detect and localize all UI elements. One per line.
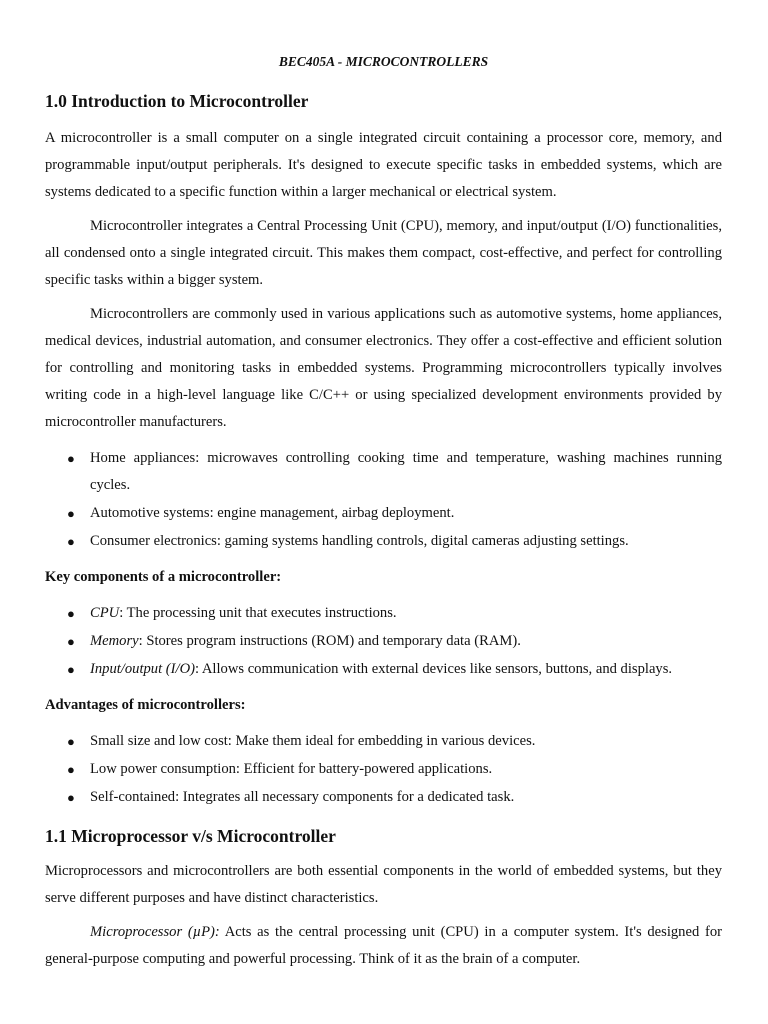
list-item — [45, 784, 722, 811]
bullet-icon: ● — [67, 634, 75, 649]
list-item-text: Self-contained: Integrates all necessary components for a dedicated task. — [90, 789, 515, 805]
list-item-term: CPU — [90, 605, 120, 621]
paragraph-text: Acts as the central processing unit (CPU) in a computer system. It's designed for general-purpose computing and powerful processing. Think of it as the brain of a computer. — [45, 924, 722, 967]
paragraph: Microcontroller integrates a Central Processing Unit (CPU), memory, and input/output (I/O) functionalities, all condensed onto a single integrated circuit. This makes them compact, cost-effective, and perfect for controlling specific tasks within a bigger system. — [45, 218, 722, 288]
paragraph: Microprocessors and microcontrollers are both essential components in the world of embedded systems, but they serve different purposes and have distinct characteristics. — [45, 863, 722, 906]
bullet-icon: ● — [67, 534, 75, 549]
subheading-key-components: Key components of a microcontroller: — [45, 569, 282, 585]
list-item-text: Low power consumption: Efficient for battery-powered applications. — [90, 761, 493, 777]
section-heading-intro: 1.0 Introduction to Microcontroller — [45, 91, 309, 111]
key-components-list — [45, 600, 722, 683]
running-header: BEC405A - MICROCONTROLLERS — [278, 54, 489, 69]
bullet-icon: ● — [67, 762, 75, 777]
list-item — [45, 528, 722, 555]
bullet-icon: ● — [67, 451, 75, 466]
list-item-text: Small size and low cost: Make them ideal for embedding in various devices. — [90, 733, 536, 749]
list-item-text: : Allows communication with external devices like sensors, buttons, and displays. — [194, 661, 673, 677]
list-item — [45, 656, 722, 683]
bullet-icon: ● — [67, 606, 75, 621]
bullet-icon: ● — [67, 662, 75, 677]
section-heading-comparison: 1.1 Microprocessor v/s Microcontroller — [45, 826, 336, 846]
paragraph: Microcontrollers are commonly used in various applications such as automotive systems, home appliances, medical devices, industrial automation, and consumer electronics. They offer a cost-effective and efficient solution for controlling and monitoring tasks in embedded systems. Programming microcontrollers typically involves writing code in a high-level language like C/C++ or using specialized development environments provided by microcontroller manufacturers. — [45, 306, 722, 430]
list-item-text: Automotive systems: engine management, airbag deployment. — [90, 505, 455, 521]
advantages-list — [45, 728, 722, 811]
bullet-icon: ● — [67, 790, 75, 805]
list-item — [45, 728, 722, 755]
list-item — [45, 445, 722, 499]
list-item-text: : Stores program instructions (ROM) and temporary data (RAM). — [138, 633, 521, 649]
list-item — [45, 628, 722, 655]
term-microprocessor: Microprocessor (µP): — [90, 924, 220, 940]
list-item — [45, 600, 722, 627]
list-item-text: Consumer electronics: gaming systems handling controls, digital cameras adjusting settings. — [90, 533, 629, 549]
list-item — [45, 500, 722, 527]
examples-list — [45, 445, 722, 555]
paragraph — [45, 919, 722, 973]
subheading-advantages: Advantages of microcontrollers: — [45, 697, 246, 713]
document-page — [45, 52, 722, 973]
list-item-text: : The processing unit that executes instructions. — [119, 605, 397, 621]
paragraph: A microcontroller is a small computer on a single integrated circuit containing a processor core, memory, and programmable input/output peripherals. It's designed to execute specific tasks in embedded systems, which are systems dedicated to a specific function within a larger mechanical or electrical system. — [45, 130, 722, 200]
bullet-icon: ● — [67, 734, 75, 749]
list-item — [45, 756, 722, 783]
list-item-text: Home appliances: microwaves controlling cooking time and temperature, washing machines running cycles. — [90, 450, 722, 493]
list-item-term: Memory — [90, 633, 139, 649]
bullet-icon: ● — [67, 506, 75, 521]
list-item-term: Input/output (I/O) — [90, 661, 195, 677]
